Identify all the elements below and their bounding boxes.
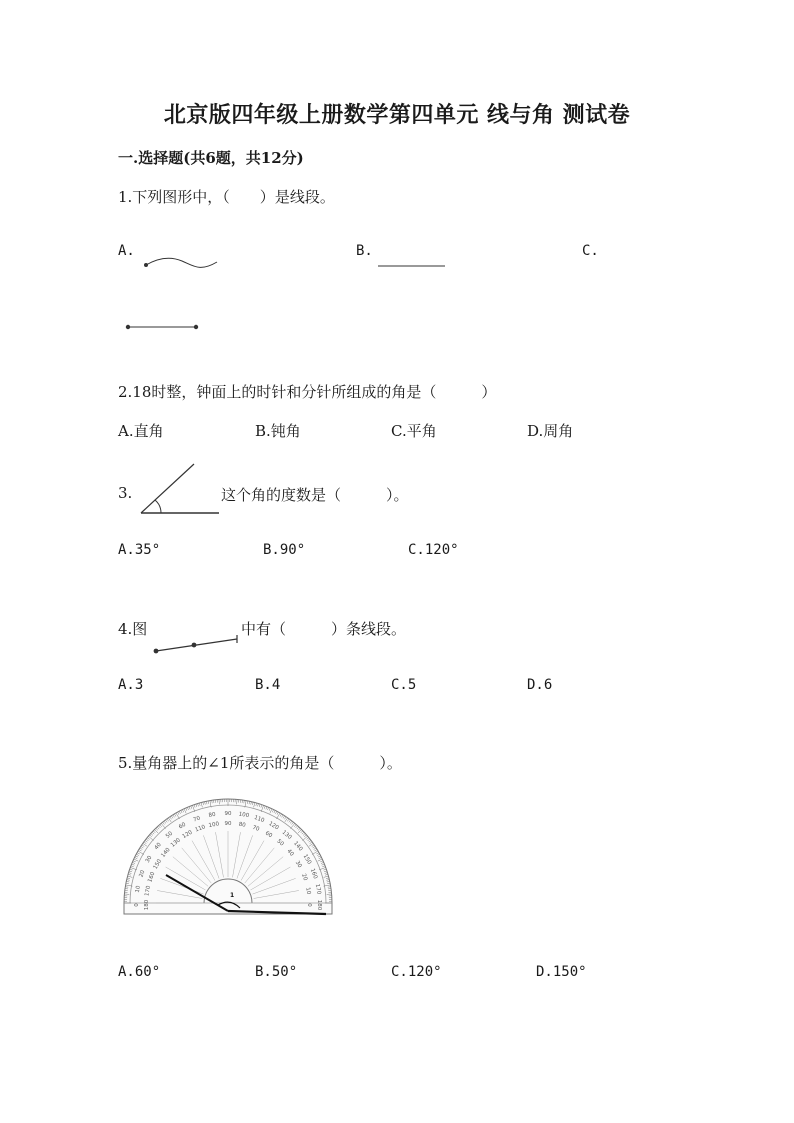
- q4-option-d: D.6: [527, 677, 553, 693]
- q5-option-a: A.60°: [118, 964, 161, 980]
- svg-text:60: 60: [263, 830, 274, 840]
- question-2-stem: 2.18时整，钟面上的时针和分针所组成的角是（ ）: [118, 383, 497, 401]
- svg-text:180: 180: [316, 899, 322, 911]
- svg-text:160: 160: [308, 867, 319, 880]
- svg-text:50: 50: [164, 830, 175, 840]
- svg-text:100: 100: [238, 811, 250, 820]
- section-heading: 一.选择题(共6题，共12分): [118, 149, 304, 167]
- svg-text:80: 80: [238, 821, 247, 829]
- svg-text:60: 60: [177, 821, 188, 831]
- svg-text:30: 30: [144, 854, 154, 865]
- svg-text:150: 150: [152, 858, 164, 871]
- q4-option-b: B.4: [255, 677, 281, 693]
- svg-text:40: 40: [285, 848, 295, 858]
- svg-text:140: 140: [160, 846, 172, 859]
- q1-option-a: A.: [118, 243, 135, 259]
- svg-text:40: 40: [153, 841, 163, 852]
- svg-text:70: 70: [251, 824, 261, 833]
- svg-text:20: 20: [138, 869, 147, 879]
- svg-text:170: 170: [313, 883, 322, 895]
- question-3-stem: 这个角的度数是（ ）。: [221, 486, 409, 504]
- svg-text:0: 0: [306, 903, 312, 907]
- q3-option-a: A.35°: [118, 542, 161, 558]
- q2-option-a: A.直角: [118, 422, 164, 440]
- q3-option-c: C.120°: [408, 542, 459, 558]
- question-4-prefix: 4.图: [118, 620, 148, 638]
- svg-text:90: 90: [224, 821, 232, 827]
- svg-text:90: 90: [224, 811, 232, 817]
- svg-text:50: 50: [275, 838, 285, 848]
- q4-option-a: A.3: [118, 677, 144, 693]
- question-1-stem: 1.下列图形中，（ ）是线段。: [118, 188, 335, 206]
- svg-text:110: 110: [194, 824, 207, 834]
- q2-option-b: B.钝角: [255, 422, 301, 440]
- q1-option-c: C.: [582, 243, 599, 259]
- svg-text:130: 130: [280, 829, 293, 841]
- svg-text:0: 0: [134, 903, 140, 907]
- q5-option-d: D.150°: [536, 964, 587, 980]
- svg-text:160: 160: [147, 871, 157, 884]
- q1-option-b: B.: [356, 243, 373, 259]
- angle-1-label: 1: [230, 892, 235, 899]
- svg-text:100: 100: [208, 821, 220, 830]
- q2-option-d: D.周角: [527, 422, 574, 440]
- q3-option-b: B.90°: [263, 542, 306, 558]
- svg-text:10: 10: [134, 885, 142, 894]
- svg-text:150: 150: [301, 853, 313, 866]
- svg-text:20: 20: [300, 872, 309, 882]
- q5-option-b: B.50°: [255, 964, 298, 980]
- svg-text:30: 30: [293, 859, 303, 870]
- svg-text:130: 130: [169, 837, 182, 849]
- q5-option-c: C.120°: [391, 964, 442, 980]
- svg-text:120: 120: [267, 820, 280, 832]
- svg-text:80: 80: [208, 811, 217, 819]
- question-3-number: 3.: [118, 484, 133, 502]
- svg-text:170: 170: [144, 885, 153, 897]
- svg-text:120: 120: [181, 829, 194, 841]
- svg-text:70: 70: [192, 815, 202, 824]
- q4-option-c: C.5: [391, 677, 417, 693]
- svg-text:110: 110: [253, 814, 266, 825]
- svg-text:140: 140: [292, 840, 304, 853]
- page-title: 北京版四年级上册数学第四单元 线与角 测试卷: [163, 102, 631, 128]
- q2-option-c: C.平角: [391, 422, 437, 440]
- question-4-stem: 中有（ ）条线段。: [241, 620, 407, 638]
- svg-text:10: 10: [304, 886, 312, 895]
- svg-text:180: 180: [144, 899, 150, 911]
- question-5-stem: 5.量角器上的∠1所表示的角是（ ）。: [118, 754, 402, 772]
